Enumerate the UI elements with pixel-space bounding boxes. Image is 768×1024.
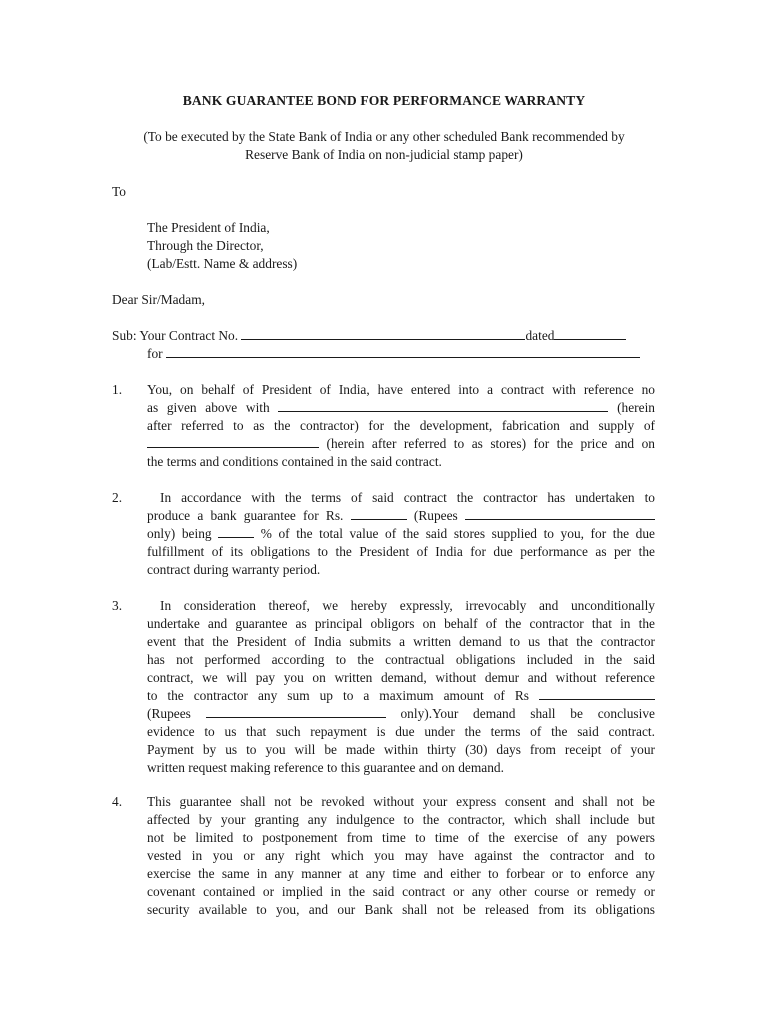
stores-blank [147, 435, 319, 448]
contractor-name-blank [278, 399, 608, 412]
subject-for: for [147, 346, 163, 361]
subject-line [112, 327, 626, 345]
paragraph-line: (herein after referred to as stores) for the price and on [147, 435, 655, 453]
addressee-line-2: Through the Director, [147, 238, 264, 253]
paragraph-2 [147, 489, 655, 579]
paragraph-line: to the contractor any sum up to a maximum amount of Rs [147, 687, 655, 705]
paragraph-1-number: 1. [112, 382, 123, 397]
paragraph-line: produce a bank guarantee for Rs. (Rupees [147, 507, 655, 525]
paragraph-1 [147, 381, 655, 471]
paragraph-2-number: 2. [112, 490, 123, 505]
subject-for-line [147, 345, 640, 363]
paragraph-3 [147, 597, 655, 777]
max-amount-blank [539, 687, 655, 700]
paragraph-line: undertake and guarantee as principal obligors on behalf of the contractor that in the [147, 616, 655, 631]
paragraph-line: written request making reference to this guarantee and on demand. [147, 760, 504, 775]
rupees-words-blank [206, 705, 386, 718]
paragraph-line: as given above with (herein [147, 400, 655, 415]
subtitle-line-1: (To be executed by the State Bank of India or any other scheduled Bank recommended by [143, 129, 625, 144]
subject-label: Sub: Your Contract No. [112, 328, 239, 343]
subtitle-line-2: Reserve Bank of India on non-judicial stamp paper) [245, 147, 523, 162]
paragraph-line: covenant contained or implied in the said contract or any other course or remedy or [147, 884, 655, 899]
amount-blank [351, 507, 407, 520]
paragraph-line: event that the President of India submits a written demand to us that the contractor [147, 634, 655, 649]
subject-dated: dated [525, 328, 555, 343]
percent-blank [218, 525, 254, 538]
paragraph-line: after referred to as the contractor) for the development, fabrication and supply of [147, 418, 655, 433]
addressee-line-3: (Lab/Estt. Name & address) [147, 256, 298, 271]
paragraph-line: This guarantee shall not be revoked without your express consent and shall not be [147, 794, 655, 809]
paragraph-line: contract during warranty period. [147, 562, 321, 577]
paragraph-3-number: 3. [112, 598, 123, 613]
paragraph-line: Payment by us to you will be made within thirty (30) days from receipt of your [147, 742, 655, 757]
paragraph-line: contract, we will pay you on written demand, without demur and without reference [147, 670, 655, 685]
salutation: Dear Sir/Madam, [112, 292, 205, 307]
paragraph-line: vested in you or any right which you may have against the contractor and to [147, 848, 655, 863]
paragraph-4 [147, 793, 655, 919]
paragraph-line: the terms and conditions contained in the said contract. [147, 454, 442, 469]
paragraph-line: You, on behalf of President of India, have entered into a contract with reference no [147, 382, 655, 397]
paragraph-4-number: 4. [112, 794, 123, 809]
paragraph-line: In accordance with the terms of said contract the contractor has undertaken to [160, 490, 655, 505]
paragraph-line: evidence to us that such repayment is due under the terms of the said contract. [147, 724, 655, 739]
paragraph-line: has not performed according to the contractual obligations included in the said [147, 652, 655, 667]
paragraph-line: affected by your granting any indulgence to the contractor, which shall include but [147, 812, 655, 827]
paragraph-line: exercise the same in any manner at any time and either to forbear or to enforce any [147, 866, 655, 881]
paragraph-line: only) being % of the total value of the said stores supplied to you, for the due [147, 526, 655, 541]
dated-blank [554, 327, 626, 340]
contract-number-blank [241, 327, 525, 340]
paragraph-line: (Rupees only).Your demand shall be conclusive [147, 706, 655, 721]
paragraph-line: security available to you, and our Bank shall not be released from its obligations [147, 902, 655, 917]
to-label: To [112, 184, 126, 199]
paragraph-line: not be limited to postponement from time to time of the exercise of any powers [147, 830, 655, 845]
addressee-line-1: The President of India, [147, 220, 270, 235]
for-blank [166, 345, 640, 358]
document-title: BANK GUARANTEE BOND FOR PERFORMANCE WARRANTY [182, 93, 586, 108]
document-subtitle [100, 128, 668, 164]
rupees-words-blank [465, 507, 655, 520]
paragraph-line: In consideration thereof, we hereby expressly, irrevocably and unconditionally [160, 598, 655, 613]
paragraph-line: fulfillment of its obligations to the President of India for due performance as per the [147, 544, 655, 559]
